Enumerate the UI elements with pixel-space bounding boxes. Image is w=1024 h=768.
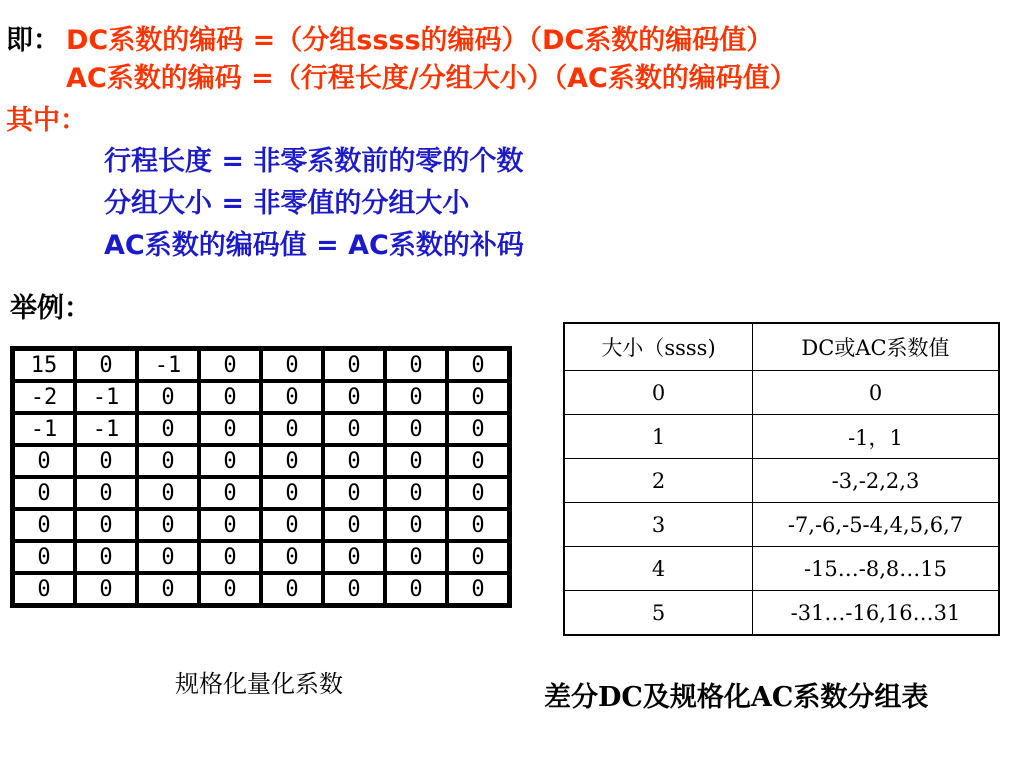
matrix-cell: -1	[75, 413, 137, 445]
matrix-cell: 0	[75, 477, 137, 509]
intro-label: 即：	[6, 25, 60, 56]
table-row	[564, 459, 999, 503]
matrix-cell: 0	[199, 445, 261, 477]
matrix-cell: 0	[199, 349, 261, 381]
matrix-cell: 0	[447, 573, 509, 605]
matrix-cell: 0	[447, 413, 509, 445]
matrix-cell: 0	[385, 573, 447, 605]
coefficient-values-cell: -15…-8,8…15	[753, 547, 1000, 591]
definition-ac-code-value: AC系数的编码值 = AC系数的补码	[104, 230, 524, 261]
definition-run-length: 行程长度 = 非零系数前的零的个数	[104, 146, 524, 177]
where-label: 其中：	[6, 105, 87, 136]
matrix-cell: 0	[137, 509, 199, 541]
matrix-cell: 0	[13, 573, 75, 605]
matrix-cell: 0	[447, 541, 509, 573]
matrix-cell: 0	[261, 413, 323, 445]
matrix-row	[13, 541, 509, 573]
matrix-cell: 0	[261, 445, 323, 477]
matrix-cell: 0	[13, 477, 75, 509]
size-cell: 0	[564, 371, 753, 415]
coefficient-group-table	[563, 322, 1000, 636]
matrix-cell: 0	[323, 413, 385, 445]
matrix-cell: 0	[385, 445, 447, 477]
matrix-cell: 0	[385, 541, 447, 573]
matrix-row	[13, 445, 509, 477]
matrix-cell: 0	[323, 509, 385, 541]
ac-coding-formula: AC系数的编码 =（行程长度/分组大小）（AC系数的编码值）	[66, 63, 797, 94]
table-row	[564, 547, 999, 591]
group-table-caption: 差分DC及规格化AC系数分组表	[544, 682, 929, 713]
matrix-cell: 0	[385, 349, 447, 381]
dc-coding-formula: DC系数的编码 =（分组ssss的编码）（DC系数的编码值）	[66, 25, 774, 56]
quantized-coefficient-matrix	[10, 346, 512, 608]
header-coefficient-values: DC或AC系数值	[753, 323, 1000, 371]
matrix-cell: 15	[13, 349, 75, 381]
example-label: 举例：	[10, 293, 91, 324]
matrix-cell: -2	[13, 381, 75, 413]
coefficient-values-cell: -1，1	[753, 415, 1000, 459]
matrix-cell: 0	[137, 413, 199, 445]
matrix-cell: 0	[447, 349, 509, 381]
matrix-cell: 0	[385, 381, 447, 413]
size-cell: 4	[564, 547, 753, 591]
matrix-cell: 0	[75, 349, 137, 381]
matrix-cell: 0	[199, 413, 261, 445]
matrix-cell: 0	[385, 413, 447, 445]
matrix-row	[13, 509, 509, 541]
matrix-cell: 0	[447, 381, 509, 413]
matrix-cell: 0	[447, 445, 509, 477]
matrix-cell: 0	[137, 381, 199, 413]
matrix-cell: 0	[137, 573, 199, 605]
coefficient-values-cell: -31…-16,16…31	[753, 591, 1000, 636]
size-cell: 5	[564, 591, 753, 636]
matrix-cell: 0	[199, 509, 261, 541]
matrix-cell: 0	[137, 477, 199, 509]
matrix-cell: 0	[323, 477, 385, 509]
matrix-cell: -1	[75, 381, 137, 413]
matrix-caption: 规格化量化系数	[175, 670, 343, 698]
matrix-cell: 0	[323, 541, 385, 573]
table-header-row	[564, 323, 999, 371]
matrix-cell: 0	[323, 381, 385, 413]
matrix-cell: 0	[323, 349, 385, 381]
matrix-cell: 0	[323, 445, 385, 477]
table-row	[564, 415, 999, 459]
matrix-cell: 0	[447, 477, 509, 509]
matrix-cell: 0	[261, 509, 323, 541]
matrix-cell: -1	[137, 349, 199, 381]
matrix-cell: 0	[261, 573, 323, 605]
size-cell: 1	[564, 415, 753, 459]
matrix-cell: 0	[261, 381, 323, 413]
matrix-cell: 0	[447, 509, 509, 541]
matrix-cell: 0	[75, 445, 137, 477]
matrix-row	[13, 573, 509, 605]
header-size: 大小（ssss)	[564, 323, 753, 371]
size-cell: 2	[564, 459, 753, 503]
matrix-cell: 0	[137, 541, 199, 573]
matrix-row	[13, 413, 509, 445]
matrix-cell: 0	[261, 349, 323, 381]
matrix-cell: 0	[75, 509, 137, 541]
matrix-cell: 0	[75, 573, 137, 605]
matrix-cell: 0	[261, 477, 323, 509]
matrix-row	[13, 349, 509, 381]
matrix-cell: -1	[13, 413, 75, 445]
matrix-cell: 0	[13, 541, 75, 573]
matrix-row	[13, 477, 509, 509]
coefficient-values-cell: -7,-6,-5-4,4,5,6,7	[753, 503, 1000, 547]
matrix-row	[13, 381, 509, 413]
matrix-cell: 0	[385, 477, 447, 509]
matrix-cell: 0	[199, 573, 261, 605]
matrix-cell: 0	[13, 445, 75, 477]
definition-group-size: 分组大小 = 非零值的分组大小	[104, 188, 470, 219]
matrix-cell: 0	[385, 509, 447, 541]
coefficient-values-cell: -3,-2,2,3	[753, 459, 1000, 503]
matrix-cell: 0	[13, 509, 75, 541]
matrix-cell: 0	[199, 541, 261, 573]
matrix-cell: 0	[323, 573, 385, 605]
coefficient-values-cell: 0	[753, 371, 1000, 415]
table-row	[564, 503, 999, 547]
matrix-cell: 0	[199, 477, 261, 509]
matrix-cell: 0	[75, 541, 137, 573]
table-row	[564, 591, 999, 636]
matrix-cell: 0	[199, 381, 261, 413]
matrix-cell: 0	[261, 541, 323, 573]
matrix-cell: 0	[137, 445, 199, 477]
size-cell: 3	[564, 503, 753, 547]
table-row	[564, 371, 999, 415]
